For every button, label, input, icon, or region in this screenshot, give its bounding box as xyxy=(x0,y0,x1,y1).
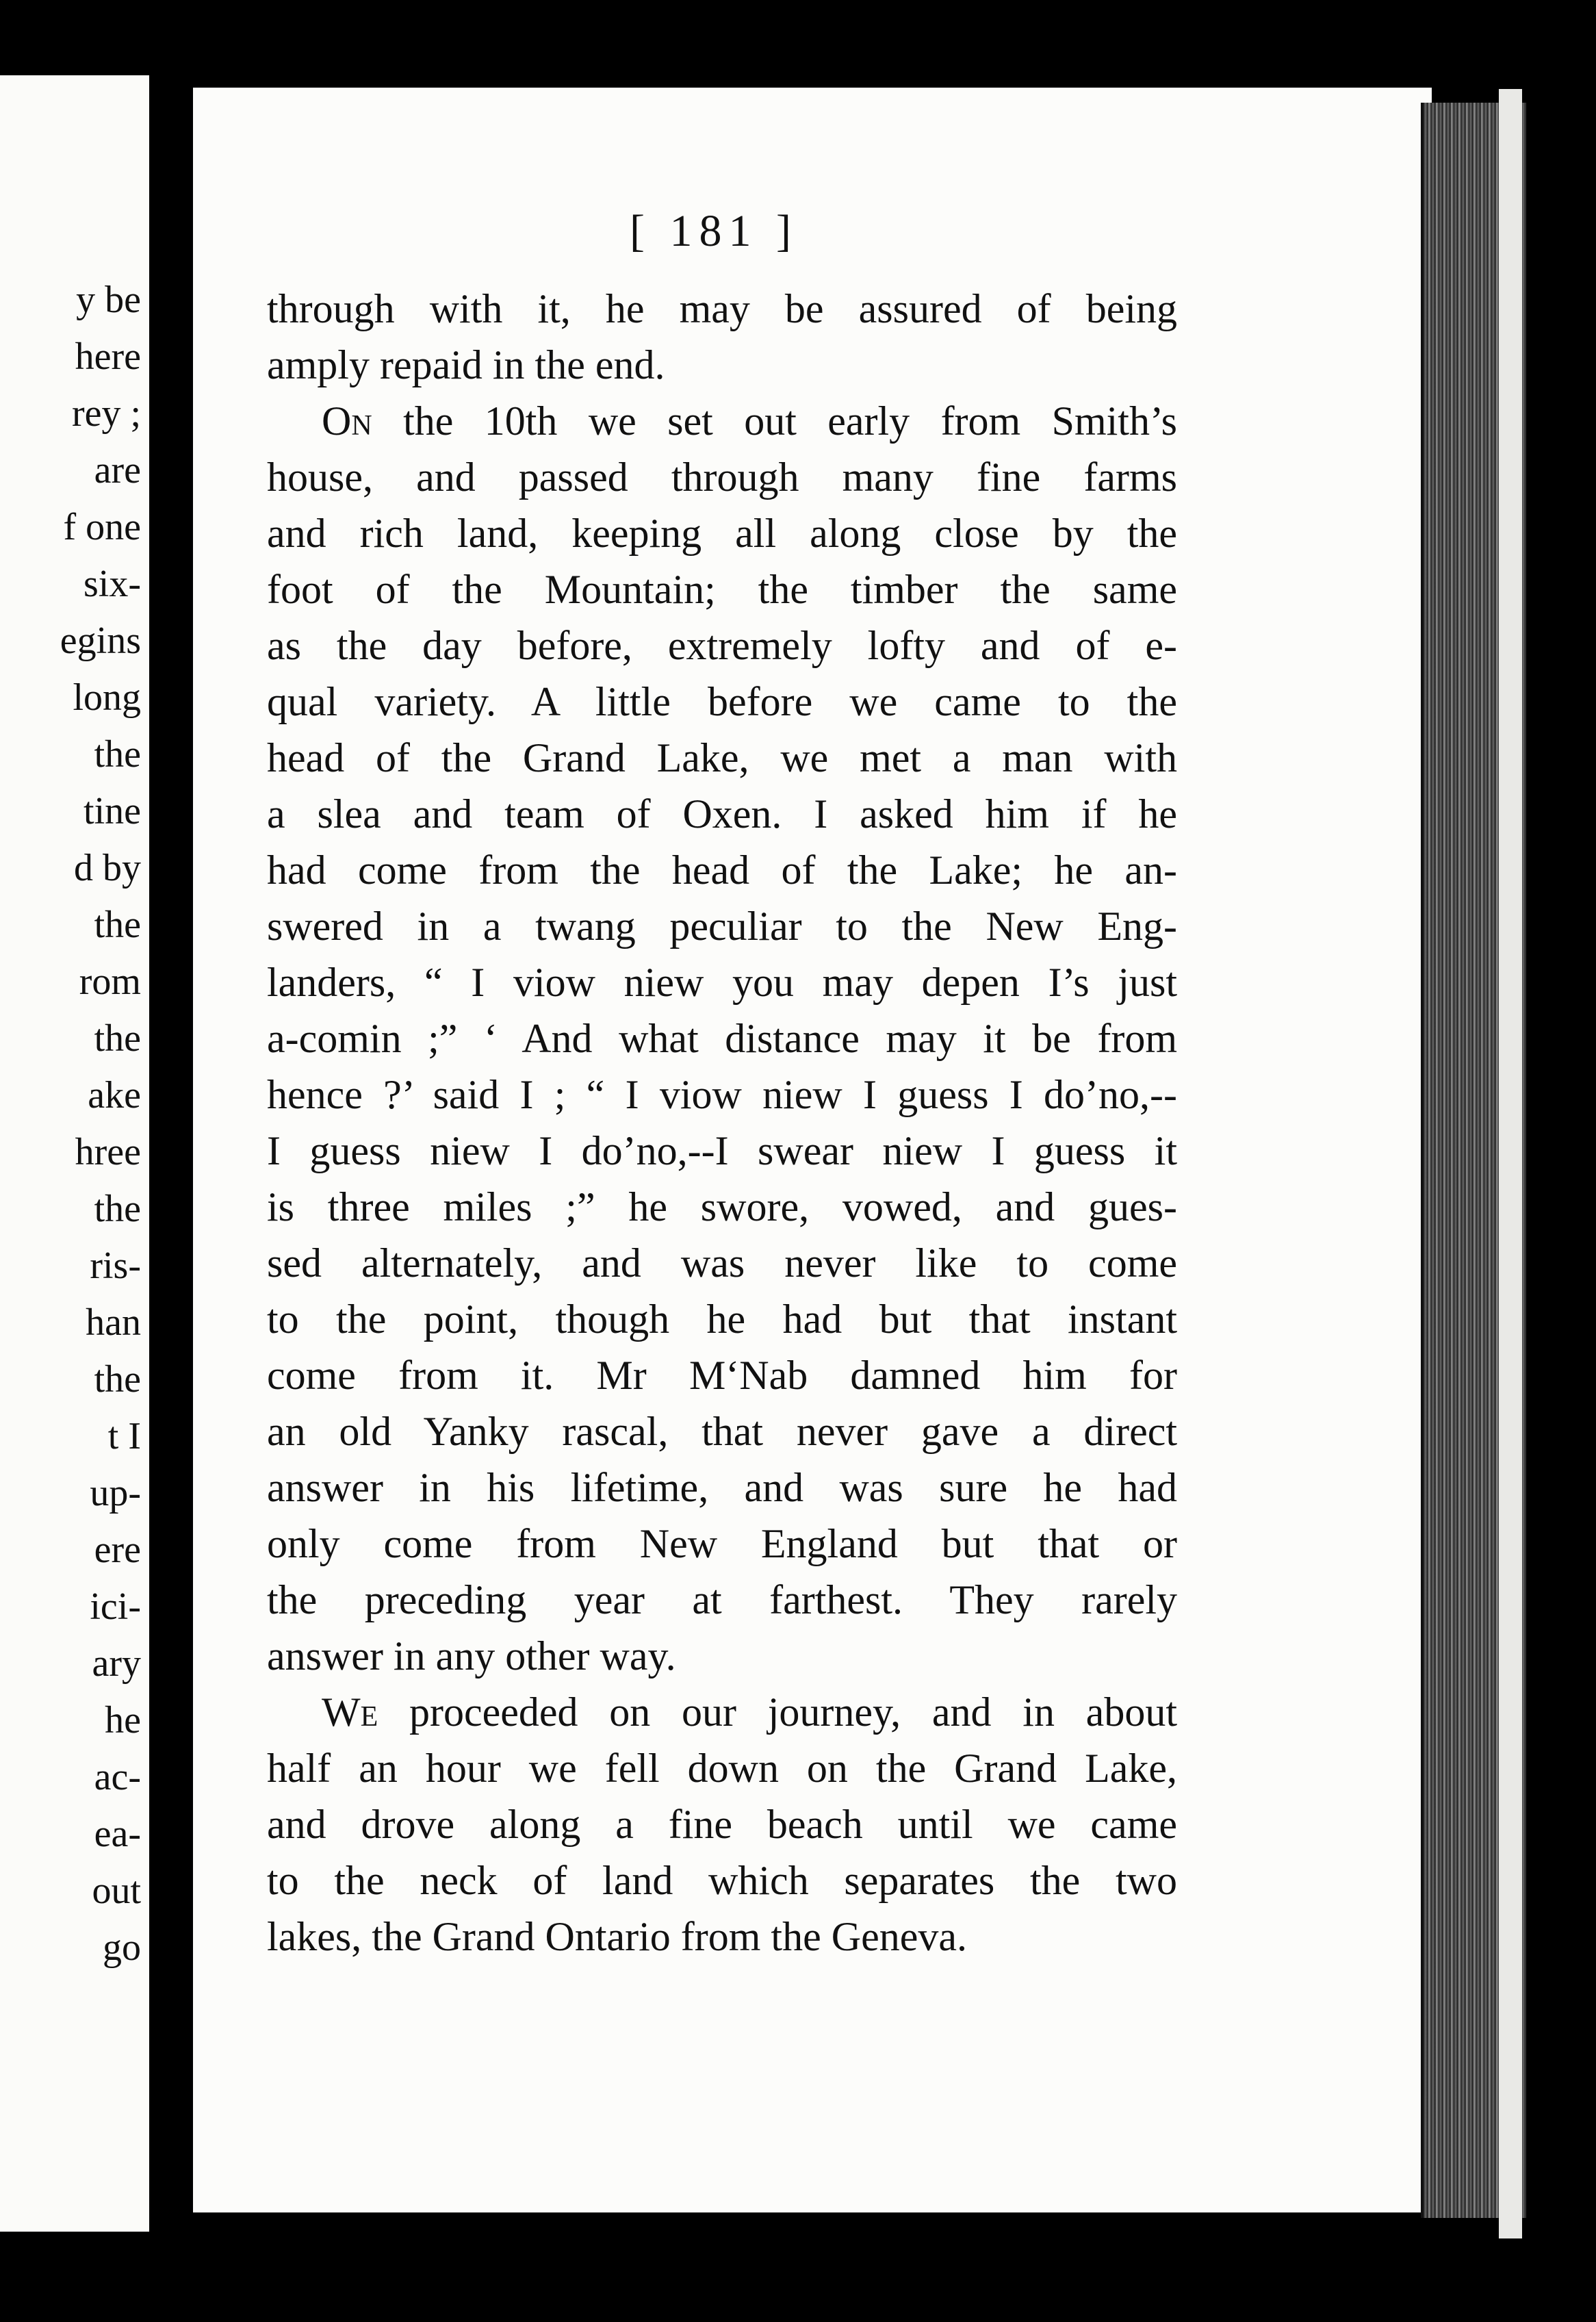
left-line: t I xyxy=(107,1415,141,1457)
left-line: go xyxy=(103,1926,141,1969)
text-line: come from it. Mr M‘Nab damned him for xyxy=(267,1353,1177,1398)
left-line: hree xyxy=(75,1131,141,1173)
text-line: is three miles ;” he swore, vowed, and gues- xyxy=(267,1184,1177,1229)
text-line: through with it, he may be assured of being xyxy=(267,286,1177,331)
left-line: the xyxy=(94,1017,141,1060)
text-line: landers, “ I viow niew you may depen I’s just xyxy=(267,960,1177,1005)
left-line: ary xyxy=(92,1642,141,1685)
text-line: an old Yanky rascal, that never gave a direct xyxy=(267,1409,1177,1454)
left-line: rey ; xyxy=(71,392,141,435)
text-line: sed alternately, and was never like to come xyxy=(267,1240,1177,1286)
text-line-rest: proceeded on our journey, and in about xyxy=(378,1689,1177,1735)
body-text xyxy=(267,281,1177,1965)
left-line: ere xyxy=(94,1529,141,1571)
text-line xyxy=(267,393,1177,449)
left-line: ea- xyxy=(94,1813,141,1855)
text-line-rest: the 10th we set out early from Smith’s xyxy=(372,398,1177,444)
small-caps-lead: On xyxy=(322,398,372,444)
left-line: he xyxy=(105,1699,141,1742)
left-line: ici- xyxy=(90,1585,141,1628)
left-line: ac- xyxy=(94,1756,141,1798)
left-line: the xyxy=(94,1188,141,1230)
text-line: and drove along a fine beach until we came xyxy=(267,1802,1177,1847)
text-line: had come from the head of the Lake; he an- xyxy=(267,847,1177,893)
left-page-fragment xyxy=(0,75,149,2232)
text-line: qual variety. A little before we came to the xyxy=(267,679,1177,724)
text-line: I guess niew I do’no,--I swear niew I guess it xyxy=(267,1128,1177,1173)
text-line: answer in any other way. xyxy=(267,1633,676,1679)
text-line: amply repaid in the end. xyxy=(267,342,665,387)
left-line: d by xyxy=(74,847,141,889)
text-line: lakes, the Grand Ontario from the Geneva. xyxy=(267,1914,967,1959)
text-line: swered in a twang peculiar to the New Eng- xyxy=(267,904,1177,949)
left-line: are xyxy=(94,449,141,492)
left-line: ake xyxy=(88,1074,141,1117)
text-line: half an hour we fell down on the Grand Lake, xyxy=(267,1746,1177,1791)
text-line: to the neck of land which separates the two xyxy=(267,1858,1177,1903)
text-line: head of the Grand Lake, we met a man with xyxy=(267,735,1177,780)
left-line: y be xyxy=(76,279,141,321)
text-line: a-comin ;” ‘ And what distance may it be from xyxy=(267,1016,1177,1061)
left-line: ris- xyxy=(90,1245,141,1287)
left-line: the xyxy=(94,733,141,776)
left-line: up- xyxy=(90,1472,141,1514)
left-line: out xyxy=(92,1870,141,1912)
text-line: and rich land, keeping all along close by the xyxy=(267,511,1177,556)
left-line: rom xyxy=(79,960,141,1003)
text-line: answer in his lifetime, and was sure he had xyxy=(267,1465,1177,1510)
left-line: tine xyxy=(83,790,141,832)
left-line: long xyxy=(73,676,141,719)
text-line xyxy=(267,1684,1177,1740)
left-line: egins xyxy=(60,620,141,662)
text-line: the preceding year at farthest. They rarely xyxy=(267,1577,1177,1622)
text-line: only come from New England but that or xyxy=(267,1521,1177,1566)
text-line: foot of the Mountain; the timber the same xyxy=(267,567,1177,612)
left-line: the xyxy=(94,1358,141,1401)
left-line: here xyxy=(75,335,141,378)
left-line: han xyxy=(86,1301,141,1344)
page-number-header: [ 181 ] xyxy=(630,206,798,256)
text-line: as the day before, extremely lofty and of e- xyxy=(267,623,1177,668)
small-caps-lead: We xyxy=(322,1689,378,1735)
left-line: the xyxy=(94,904,141,946)
text-line: to the point, though he had but that instant xyxy=(267,1297,1177,1342)
left-line: six- xyxy=(83,563,141,605)
text-line: hence ?’ said I ; “ I viow niew I guess I do’no,-- xyxy=(267,1072,1177,1117)
text-line: a slea and team of Oxen. I asked him if he xyxy=(267,791,1177,837)
page-edge-strip xyxy=(1499,89,1522,2238)
book-gutter xyxy=(149,55,192,2259)
left-line: f one xyxy=(63,506,141,548)
text-line: house, and passed through many fine farms xyxy=(267,455,1177,500)
